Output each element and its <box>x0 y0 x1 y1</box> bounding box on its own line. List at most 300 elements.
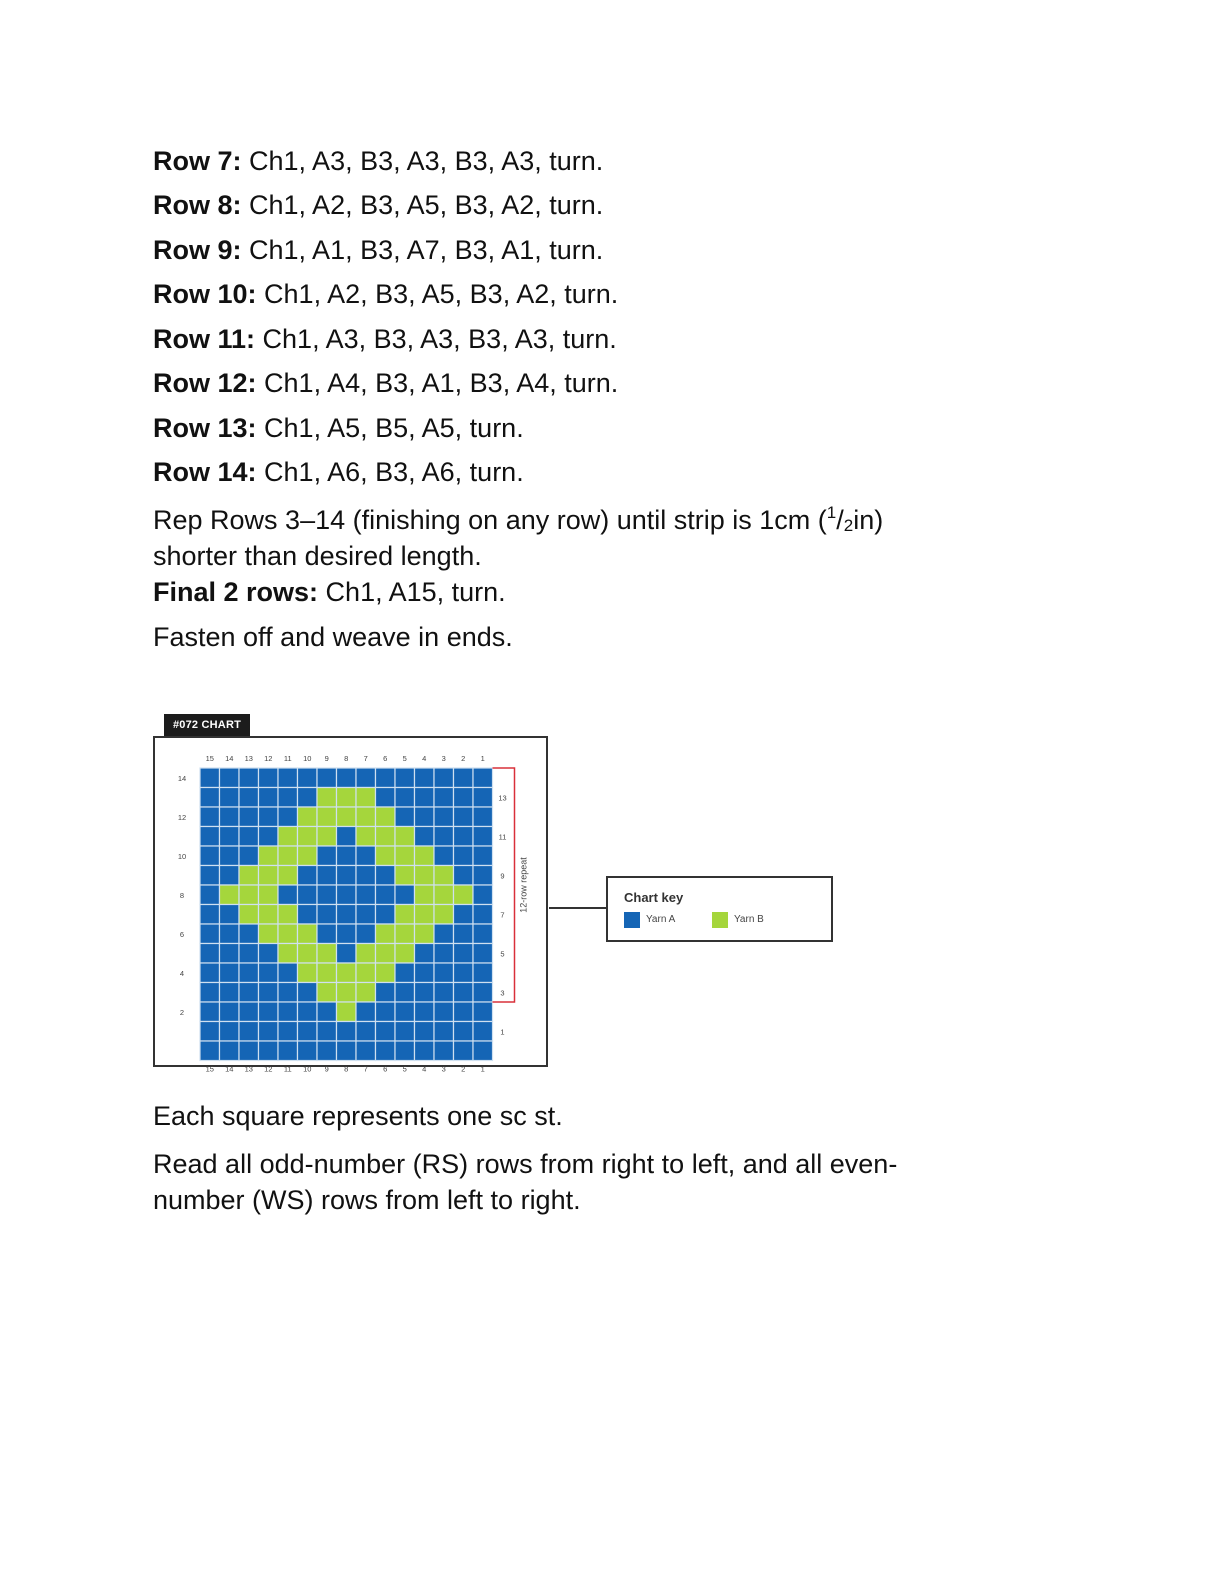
stitch-cell <box>415 944 435 964</box>
stitch-cell <box>317 1022 337 1042</box>
stitch-cell <box>337 788 357 808</box>
stitch-cell <box>259 1002 279 1022</box>
stitch-cell <box>298 1041 318 1061</box>
row-instruction <box>153 456 524 488</box>
stitch-cell <box>415 846 435 866</box>
stitch-cell <box>278 768 298 788</box>
stitch-cell <box>454 885 474 905</box>
row-text: Ch1, A1, B3, A7, B3, A1, turn. <box>241 235 604 265</box>
stitch-cell <box>473 866 493 886</box>
stitch-cell <box>395 846 415 866</box>
stitch-cell <box>415 768 435 788</box>
stitch-cell <box>239 1041 259 1061</box>
row-label: Row 9: <box>153 235 242 265</box>
stitch-cell <box>376 944 396 964</box>
stitch-cell <box>239 768 259 788</box>
stitch-cell <box>220 1041 240 1061</box>
stitch-cell <box>454 768 474 788</box>
column-label-bottom: 15 <box>205 1064 214 1074</box>
column-label-bottom: 13 <box>244 1064 253 1074</box>
stitch-cell <box>356 983 376 1003</box>
column-label-bottom: 10 <box>303 1064 312 1074</box>
stitch-cell <box>200 885 220 905</box>
stitch-cell <box>337 807 357 827</box>
row-label-left: 12 <box>177 812 187 822</box>
stitch-cell <box>317 944 337 964</box>
stitch-cell <box>376 1022 396 1042</box>
stitch-cell <box>200 846 220 866</box>
stitch-cell <box>200 1002 220 1022</box>
stitch-cell <box>239 866 259 886</box>
row-label-right: 13 <box>498 793 507 803</box>
stitch-cell <box>376 963 396 983</box>
stitch-cell <box>473 1041 493 1061</box>
stitch-cell <box>473 905 493 925</box>
stitch-cell <box>278 807 298 827</box>
stitch-cell <box>278 983 298 1003</box>
stitch-cell <box>239 788 259 808</box>
stitch-cell <box>395 1002 415 1022</box>
row-label-left: 2 <box>179 1007 185 1017</box>
stitch-cell <box>259 983 279 1003</box>
stitch-cell <box>376 885 396 905</box>
stitch-cell <box>239 1022 259 1042</box>
stitch-cell <box>376 807 396 827</box>
stitch-cell <box>278 1002 298 1022</box>
stitch-cell <box>434 905 454 925</box>
stitch-cell <box>259 963 279 983</box>
stitch-cell <box>395 905 415 925</box>
stitch-cell <box>473 1002 493 1022</box>
stitch-cell <box>376 788 396 808</box>
row-text: Ch1, A2, B3, A5, B3, A2, turn. <box>241 190 604 220</box>
stitch-cell <box>200 924 220 944</box>
repeat-instruction <box>153 502 883 538</box>
stitch-cell <box>317 963 337 983</box>
stitch-cell <box>200 827 220 847</box>
stitch-cell <box>298 1022 318 1042</box>
stitch-cell <box>317 1041 337 1061</box>
chart-tag: #072 CHART <box>164 714 250 736</box>
stitch-cell <box>337 827 357 847</box>
row-label-left: 10 <box>177 851 187 861</box>
stitch-cell <box>337 924 357 944</box>
stitch-cell <box>356 807 376 827</box>
stitch-cell <box>317 905 337 925</box>
stitch-cell <box>473 944 493 964</box>
stitch-cell <box>298 944 318 964</box>
stitch-cell <box>337 768 357 788</box>
stitch-cell <box>220 905 240 925</box>
stitch-cell <box>415 1002 435 1022</box>
stitch-cell <box>434 846 454 866</box>
stitch-cell <box>376 768 396 788</box>
stitch-cell <box>200 807 220 827</box>
stitch-cell <box>356 846 376 866</box>
stitch-cell <box>239 963 259 983</box>
row-label: Row 10: <box>153 279 257 309</box>
stitch-cell <box>473 846 493 866</box>
column-label-top: 3 <box>441 754 446 763</box>
stitch-cell <box>220 944 240 964</box>
stitch-cell <box>473 827 493 847</box>
column-label-bottom: 3 <box>441 1064 446 1074</box>
stitch-cell <box>473 788 493 808</box>
row-instruction <box>153 145 603 177</box>
stitch-cell <box>395 924 415 944</box>
stitch-cell <box>395 788 415 808</box>
stitch-cell <box>200 1041 220 1061</box>
column-label-top: 7 <box>363 754 368 763</box>
repeat-label: 12-row repeat <box>518 857 529 913</box>
stitch-cell <box>434 924 454 944</box>
stitch-cell <box>220 963 240 983</box>
stitch-cell <box>317 983 337 1003</box>
stitch-cell <box>395 983 415 1003</box>
column-label-bottom: 9 <box>324 1064 329 1074</box>
stitch-cell <box>434 788 454 808</box>
row-label: Row 8: <box>153 190 242 220</box>
stitch-cell <box>356 885 376 905</box>
row-label: Row 11: <box>153 324 256 354</box>
stitch-cell <box>473 1022 493 1042</box>
stitch-cell <box>454 924 474 944</box>
stitch-cell <box>376 905 396 925</box>
stitch-cell <box>317 807 337 827</box>
stitch-cell <box>317 885 337 905</box>
stitch-cell <box>220 983 240 1003</box>
repeat-text-end: in) <box>853 505 884 535</box>
row-instruction <box>153 367 618 399</box>
stitch-cell <box>200 768 220 788</box>
stitch-cell <box>278 827 298 847</box>
stitch-cell <box>454 846 474 866</box>
stitch-cell <box>415 924 435 944</box>
row-label-right: 3 <box>500 988 505 998</box>
stitch-cell <box>434 944 454 964</box>
stitch-cell <box>434 866 454 886</box>
fasten-off-instruction: Fasten off and weave in ends. <box>153 622 513 652</box>
stitch-cell <box>200 1022 220 1042</box>
stitch-cell <box>220 846 240 866</box>
stitch-cell <box>200 983 220 1003</box>
stitch-cell <box>259 866 279 886</box>
stitch-cell <box>376 983 396 1003</box>
row-label: Row 12: <box>153 368 257 398</box>
stitch-cell <box>473 983 493 1003</box>
stitch-cell <box>239 983 259 1003</box>
final-label: Final 2 rows: <box>153 577 319 607</box>
stitch-cell <box>278 905 298 925</box>
column-label-bottom: 2 <box>461 1064 466 1074</box>
stitch-cell <box>454 1002 474 1022</box>
stitch-cell <box>317 846 337 866</box>
stitch-cell <box>278 924 298 944</box>
stitch-cell <box>376 827 396 847</box>
stitch-cell <box>298 963 318 983</box>
stitch-cell <box>395 866 415 886</box>
row-label: Row 7: <box>153 146 242 176</box>
stitch-cell <box>317 1002 337 1022</box>
stitch-cell <box>434 807 454 827</box>
stitch-cell <box>298 807 318 827</box>
stitch-cell <box>298 983 318 1003</box>
reading-note-line2: number (WS) rows from left to right. <box>153 1185 581 1215</box>
stitch-cell <box>356 944 376 964</box>
stitch-cell <box>356 1002 376 1022</box>
repeat-text: Rep Rows 3–14 (finishing on any row) until strip is 1cm ( <box>153 505 827 535</box>
stitch-cell <box>395 827 415 847</box>
stitch-cell <box>395 885 415 905</box>
stitch-cell <box>317 866 337 886</box>
stitch-cell <box>200 963 220 983</box>
stitch-cell <box>239 1002 259 1022</box>
stitch-cell <box>239 944 259 964</box>
stitch-cell <box>356 924 376 944</box>
final-text: Ch1, A15, turn. <box>318 577 506 607</box>
column-label-bottom: 11 <box>283 1064 292 1074</box>
stitch-cell <box>376 866 396 886</box>
stitch-cell <box>220 1002 240 1022</box>
stitch-cell <box>337 866 357 886</box>
stitch-cell <box>395 963 415 983</box>
stitch-cell <box>220 866 240 886</box>
stitch-cell <box>317 924 337 944</box>
stitch-cell <box>454 1041 474 1061</box>
stitch-cell <box>356 866 376 886</box>
chart-key <box>606 876 833 942</box>
stitch-cell <box>298 788 318 808</box>
stitch-cell <box>200 788 220 808</box>
stitch-cell <box>259 944 279 964</box>
stitch-cell <box>434 768 454 788</box>
stitch-cell <box>200 905 220 925</box>
stitch-cell <box>259 768 279 788</box>
stitch-cell <box>454 1022 474 1042</box>
stitch-cell <box>259 1022 279 1042</box>
stitch-cell <box>356 905 376 925</box>
row-instruction <box>153 278 618 310</box>
stitch-cell <box>356 1022 376 1042</box>
row-label-left: 14 <box>177 773 187 783</box>
row-label-right: 1 <box>500 1027 505 1037</box>
yarn-b-swatch <box>712 912 728 928</box>
stitch-cell <box>415 983 435 1003</box>
row-text: Ch1, A3, B3, A3, B3, A3, turn. <box>241 146 604 176</box>
stitch-cell <box>259 885 279 905</box>
stitch-cell <box>220 924 240 944</box>
stitch-cell <box>337 885 357 905</box>
stitch-cell <box>239 885 259 905</box>
fraction-denominator: 2 <box>843 516 854 535</box>
stitch-cell <box>259 924 279 944</box>
row-label-left: 4 <box>179 968 185 978</box>
stitch-cell <box>454 807 474 827</box>
stitch-cell <box>434 983 454 1003</box>
column-label-top: 5 <box>402 754 407 763</box>
stitch-cell <box>220 788 240 808</box>
column-label-top: 8 <box>344 754 349 763</box>
column-label-bottom: 12 <box>264 1064 273 1074</box>
stitch-cell <box>434 827 454 847</box>
stitch-cell <box>473 885 493 905</box>
stitch-cell <box>376 846 396 866</box>
stitch-cell <box>278 846 298 866</box>
column-label-bottom: 7 <box>363 1064 368 1074</box>
stitch-cell <box>415 807 435 827</box>
stitch-cell <box>200 866 220 886</box>
stitch-cell <box>356 963 376 983</box>
stitch-cell <box>298 866 318 886</box>
row-text: Ch1, A4, B3, A1, B3, A4, turn. <box>256 368 619 398</box>
stitch-cell <box>259 846 279 866</box>
stitch-cell <box>415 827 435 847</box>
stitch-cell <box>356 768 376 788</box>
stitch-cell <box>473 768 493 788</box>
column-label-bottom: 1 <box>480 1064 485 1074</box>
stitch-cell <box>298 846 318 866</box>
row-instruction <box>153 189 603 221</box>
stitch-cell <box>454 827 474 847</box>
row-text: Ch1, A3, B3, A3, B3, A3, turn. <box>255 324 617 354</box>
chart-note: Each square represents one sc st. <box>153 1101 563 1131</box>
stitch-cell <box>298 924 318 944</box>
row-label: Row 14: <box>153 457 257 487</box>
row-label: Row 13: <box>153 413 257 443</box>
stitch-cell <box>337 905 357 925</box>
key-connector-line <box>549 907 607 909</box>
row-text: Ch1, A2, B3, A5, B3, A2, turn. <box>256 279 619 309</box>
stitch-cell <box>298 827 318 847</box>
stitch-cell <box>298 885 318 905</box>
stitch-cell <box>337 1041 357 1061</box>
stitch-cell <box>454 963 474 983</box>
chart-box <box>153 736 548 1074</box>
stitch-cell <box>220 768 240 788</box>
stitch-cell <box>356 827 376 847</box>
row-instruction <box>153 234 603 266</box>
stitch-cell <box>356 1041 376 1061</box>
stitch-cell <box>434 963 454 983</box>
column-label-top: 12 <box>264 754 273 763</box>
column-label-bottom: 6 <box>383 1064 388 1074</box>
row-text: Ch1, A5, B5, A5, turn. <box>256 413 524 443</box>
repeat-instruction-line2: shorter than desired length. <box>153 541 482 571</box>
row-label-right: 7 <box>500 910 505 920</box>
stitch-cell <box>415 866 435 886</box>
column-label-top: 6 <box>383 754 388 763</box>
stitch-cell <box>259 788 279 808</box>
stitch-cell <box>395 807 415 827</box>
stitch-cell <box>317 788 337 808</box>
stitch-cell <box>473 963 493 983</box>
yarn-a-label: Yarn A <box>646 914 676 925</box>
stitch-cell <box>278 1041 298 1061</box>
column-label-bottom: 4 <box>422 1064 427 1074</box>
stitch-cell <box>220 885 240 905</box>
stitch-cell <box>415 1041 435 1061</box>
stitch-cell <box>298 1002 318 1022</box>
column-label-top: 9 <box>324 754 329 763</box>
stitch-cell <box>259 827 279 847</box>
row-text: Ch1, A6, B3, A6, turn. <box>256 457 524 487</box>
column-label-top: 15 <box>205 754 214 763</box>
stitch-cell <box>278 1022 298 1042</box>
stitch-cell <box>317 768 337 788</box>
row-instruction <box>153 412 524 444</box>
stitch-cell <box>473 807 493 827</box>
stitch-cell <box>415 963 435 983</box>
stitch-cell <box>337 983 357 1003</box>
stitch-cell <box>434 1041 454 1061</box>
stitch-cell <box>376 1002 396 1022</box>
stitch-cell <box>239 807 259 827</box>
stitch-cell <box>356 788 376 808</box>
yarn-a-swatch <box>624 912 640 928</box>
stitch-cell <box>337 963 357 983</box>
stitch-cell <box>220 1022 240 1042</box>
final-rows-instruction <box>153 574 506 610</box>
column-label-bottom: 8 <box>344 1064 349 1074</box>
column-label-top: 11 <box>283 754 292 763</box>
stitch-cell <box>239 846 259 866</box>
row-label-left: 6 <box>179 929 185 939</box>
column-label-top: 2 <box>461 754 466 763</box>
row-instruction <box>153 323 617 355</box>
stitch-cell <box>454 944 474 964</box>
column-label-bottom: 5 <box>402 1064 407 1074</box>
stitch-cell <box>454 866 474 886</box>
repeat-bracket <box>493 768 515 1002</box>
stitch-cell <box>220 827 240 847</box>
fraction-numerator: 1 <box>826 503 837 522</box>
fraction-slash: / <box>836 505 844 535</box>
stitch-cell <box>278 866 298 886</box>
pattern-chart <box>155 738 546 1074</box>
column-label-top: 10 <box>303 754 312 763</box>
stitch-cell <box>239 924 259 944</box>
stitch-cell <box>395 944 415 964</box>
row-label-right: 11 <box>498 832 507 842</box>
stitch-cell <box>415 788 435 808</box>
column-label-bottom: 14 <box>225 1064 234 1074</box>
stitch-cell <box>434 1002 454 1022</box>
stitch-cell <box>337 1002 357 1022</box>
stitch-cell <box>454 905 474 925</box>
stitch-cell <box>454 983 474 1003</box>
stitch-cell <box>278 788 298 808</box>
stitch-cell <box>239 827 259 847</box>
stitch-cell <box>337 846 357 866</box>
stitch-cell <box>415 905 435 925</box>
stitch-cell <box>415 1022 435 1042</box>
yarn-b-label: Yarn B <box>734 914 764 925</box>
stitch-cell <box>395 1041 415 1061</box>
stitch-cell <box>473 924 493 944</box>
stitch-cell <box>376 924 396 944</box>
chart-key-title: Chart key <box>624 890 684 905</box>
stitch-cell <box>259 1041 279 1061</box>
row-label-right: 5 <box>500 949 505 959</box>
stitch-cell <box>298 768 318 788</box>
stitch-cell <box>434 885 454 905</box>
stitch-cell <box>278 944 298 964</box>
stitch-cell <box>239 905 259 925</box>
stitch-cell <box>415 885 435 905</box>
stitch-cell <box>454 788 474 808</box>
stitch-cell <box>395 1022 415 1042</box>
row-label-left: 8 <box>179 890 185 900</box>
